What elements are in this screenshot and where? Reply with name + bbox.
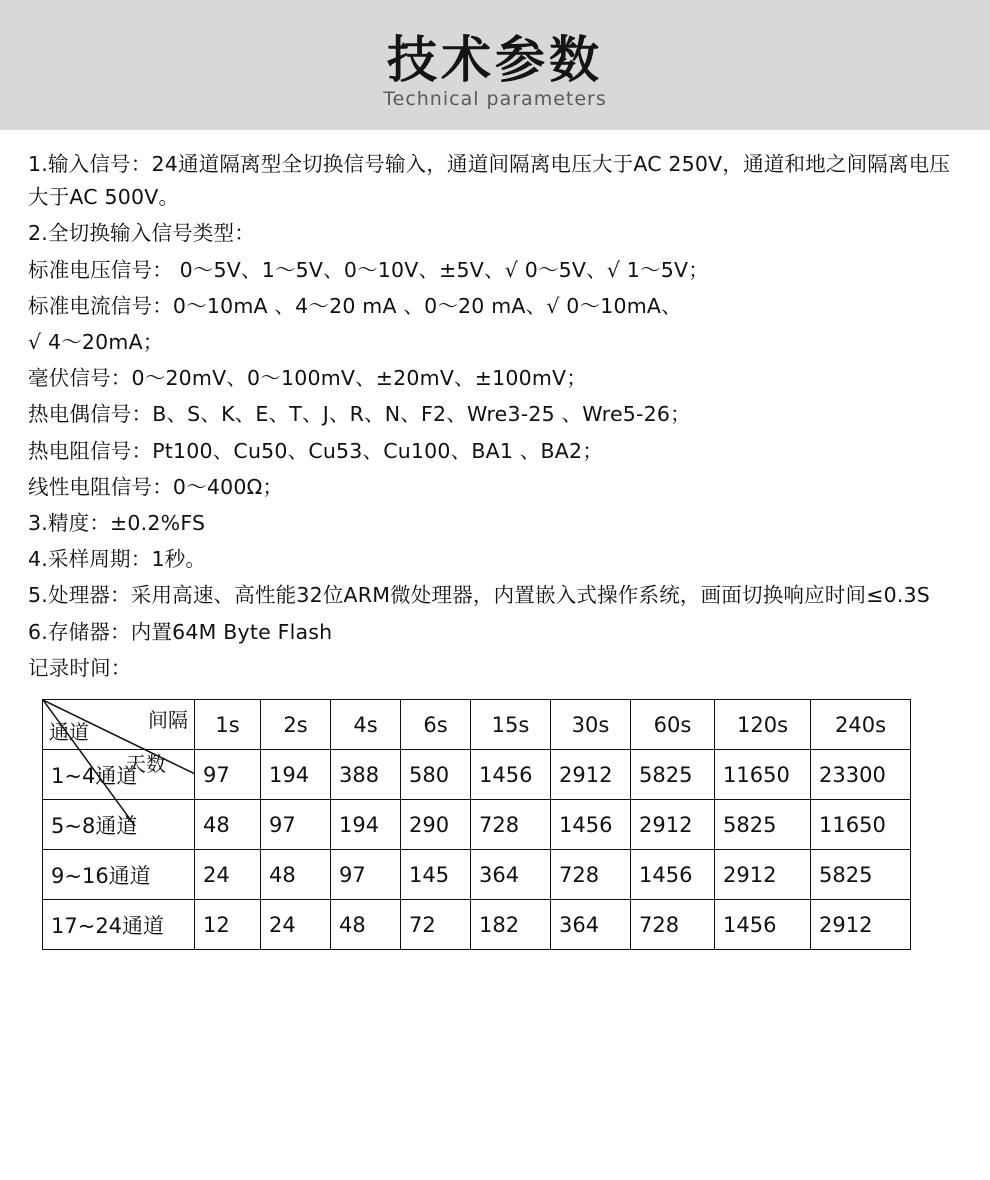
table-row (43, 900, 911, 950)
table-cell: 364 (471, 850, 551, 900)
record-time-table (42, 699, 911, 950)
table-cell: 5825 (715, 800, 811, 850)
column-header: 1s (195, 700, 261, 750)
record-time-table-wrapper (42, 699, 962, 950)
table-cell: 1456 (715, 900, 811, 950)
spec-line: 毫伏信号：0～20mV、0～100mV、±20mV、±100mV； (28, 366, 587, 391)
spec-content (0, 130, 990, 950)
table-cell: 23300 (811, 750, 911, 800)
column-header: 15s (471, 700, 551, 750)
table-cell: 2912 (551, 750, 631, 800)
page-subtitle: Technical parameters (383, 88, 607, 111)
spec-line: 2.全切换输入信号类型： (28, 221, 255, 246)
table-cell: 728 (471, 800, 551, 850)
table-cell: 11650 (715, 750, 811, 800)
table-cell: 728 (631, 900, 715, 950)
table-cell: 1456 (631, 850, 715, 900)
spec-line: 3.精度：±0.2%FS (28, 511, 206, 536)
table-cell: 1456 (471, 750, 551, 800)
column-header: 30s (551, 700, 631, 750)
row-header: 17~24通道 (43, 900, 195, 950)
corner-label-channel: 通道 (49, 720, 89, 745)
table-cell: 11650 (811, 800, 911, 850)
table-cell: 2912 (811, 900, 911, 950)
table-cell: 2912 (715, 850, 811, 900)
table-cell: 24 (261, 900, 331, 950)
column-header: 240s (811, 700, 911, 750)
table-cell: 48 (195, 800, 261, 850)
table-cell: 72 (401, 900, 471, 950)
column-header: 6s (401, 700, 471, 750)
table-cell: 194 (331, 800, 401, 850)
spec-line: 热电阻信号：Pt100、Cu50、Cu53、Cu100、BA1 、BA2； (28, 438, 603, 463)
column-header: 2s (261, 700, 331, 750)
page-header-banner (0, 0, 990, 130)
row-header: 1~4通道 (43, 750, 195, 800)
spec-line: √ 4～20mA； (28, 330, 164, 355)
corner-label-interval: 间隔 (148, 708, 188, 733)
spec-line: 5.处理器：采用高速、高性能32位ARM微处理器，内置嵌入式操作系统，画面切换响应时间≤0.3S (28, 583, 930, 608)
table-cell: 24 (195, 850, 261, 900)
table-cell: 145 (401, 850, 471, 900)
table-cell: 182 (471, 900, 551, 950)
table-cell: 364 (551, 900, 631, 950)
spec-line: 6.存储器：内置64M Byte Flash (28, 619, 333, 644)
table-cell: 290 (401, 800, 471, 850)
table-cell: 728 (551, 850, 631, 900)
spec-line: 记录时间： (28, 655, 132, 680)
table-cell: 5825 (811, 850, 911, 900)
spec-line: 标准电流信号：0～10mA 、4～20 mA 、0～20 mA、√ 0～10mA、 (28, 293, 682, 318)
table-cell: 2912 (631, 800, 715, 850)
table-header-row (43, 700, 911, 750)
column-header: 60s (631, 700, 715, 750)
table-row (43, 850, 911, 900)
table-cell: 580 (401, 750, 471, 800)
corner-label-days: 天数 (126, 752, 166, 777)
table-cell: 48 (331, 900, 401, 950)
spec-line: 标准电压信号： 0～5V、1～5V、0～10V、±5V、√ 0～5V、√ 1～5V； (28, 257, 709, 282)
spec-line: 热电偶信号：B、S、K、E、T、J、R、N、F2、Wre3-25 、Wre5-26； (28, 402, 691, 427)
row-header: 9~16通道 (43, 850, 195, 900)
spec-line: 线性电阻信号：0～400Ω； (28, 474, 284, 499)
table-cell: 97 (261, 800, 331, 850)
table-cell: 48 (261, 850, 331, 900)
page-title: 技术参数 (387, 30, 603, 89)
spec-line: 4.采样周期：1秒。 (28, 547, 207, 572)
table-cell: 388 (331, 750, 401, 800)
table-cell: 194 (261, 750, 331, 800)
column-header: 120s (715, 700, 811, 750)
row-header: 5~8通道 (43, 800, 195, 850)
spec-line: 1.输入信号：24通道隔离型全切换信号输入，通道间隔离电压大于AC 250V，通道和地之间隔离电压大于AC 500V。 (28, 152, 951, 210)
table-cell: 5825 (631, 750, 715, 800)
table-cell: 97 (195, 750, 261, 800)
table-cell: 97 (331, 850, 401, 900)
table-cell: 1456 (551, 800, 631, 850)
column-header: 4s (331, 700, 401, 750)
table-cell: 12 (195, 900, 261, 950)
